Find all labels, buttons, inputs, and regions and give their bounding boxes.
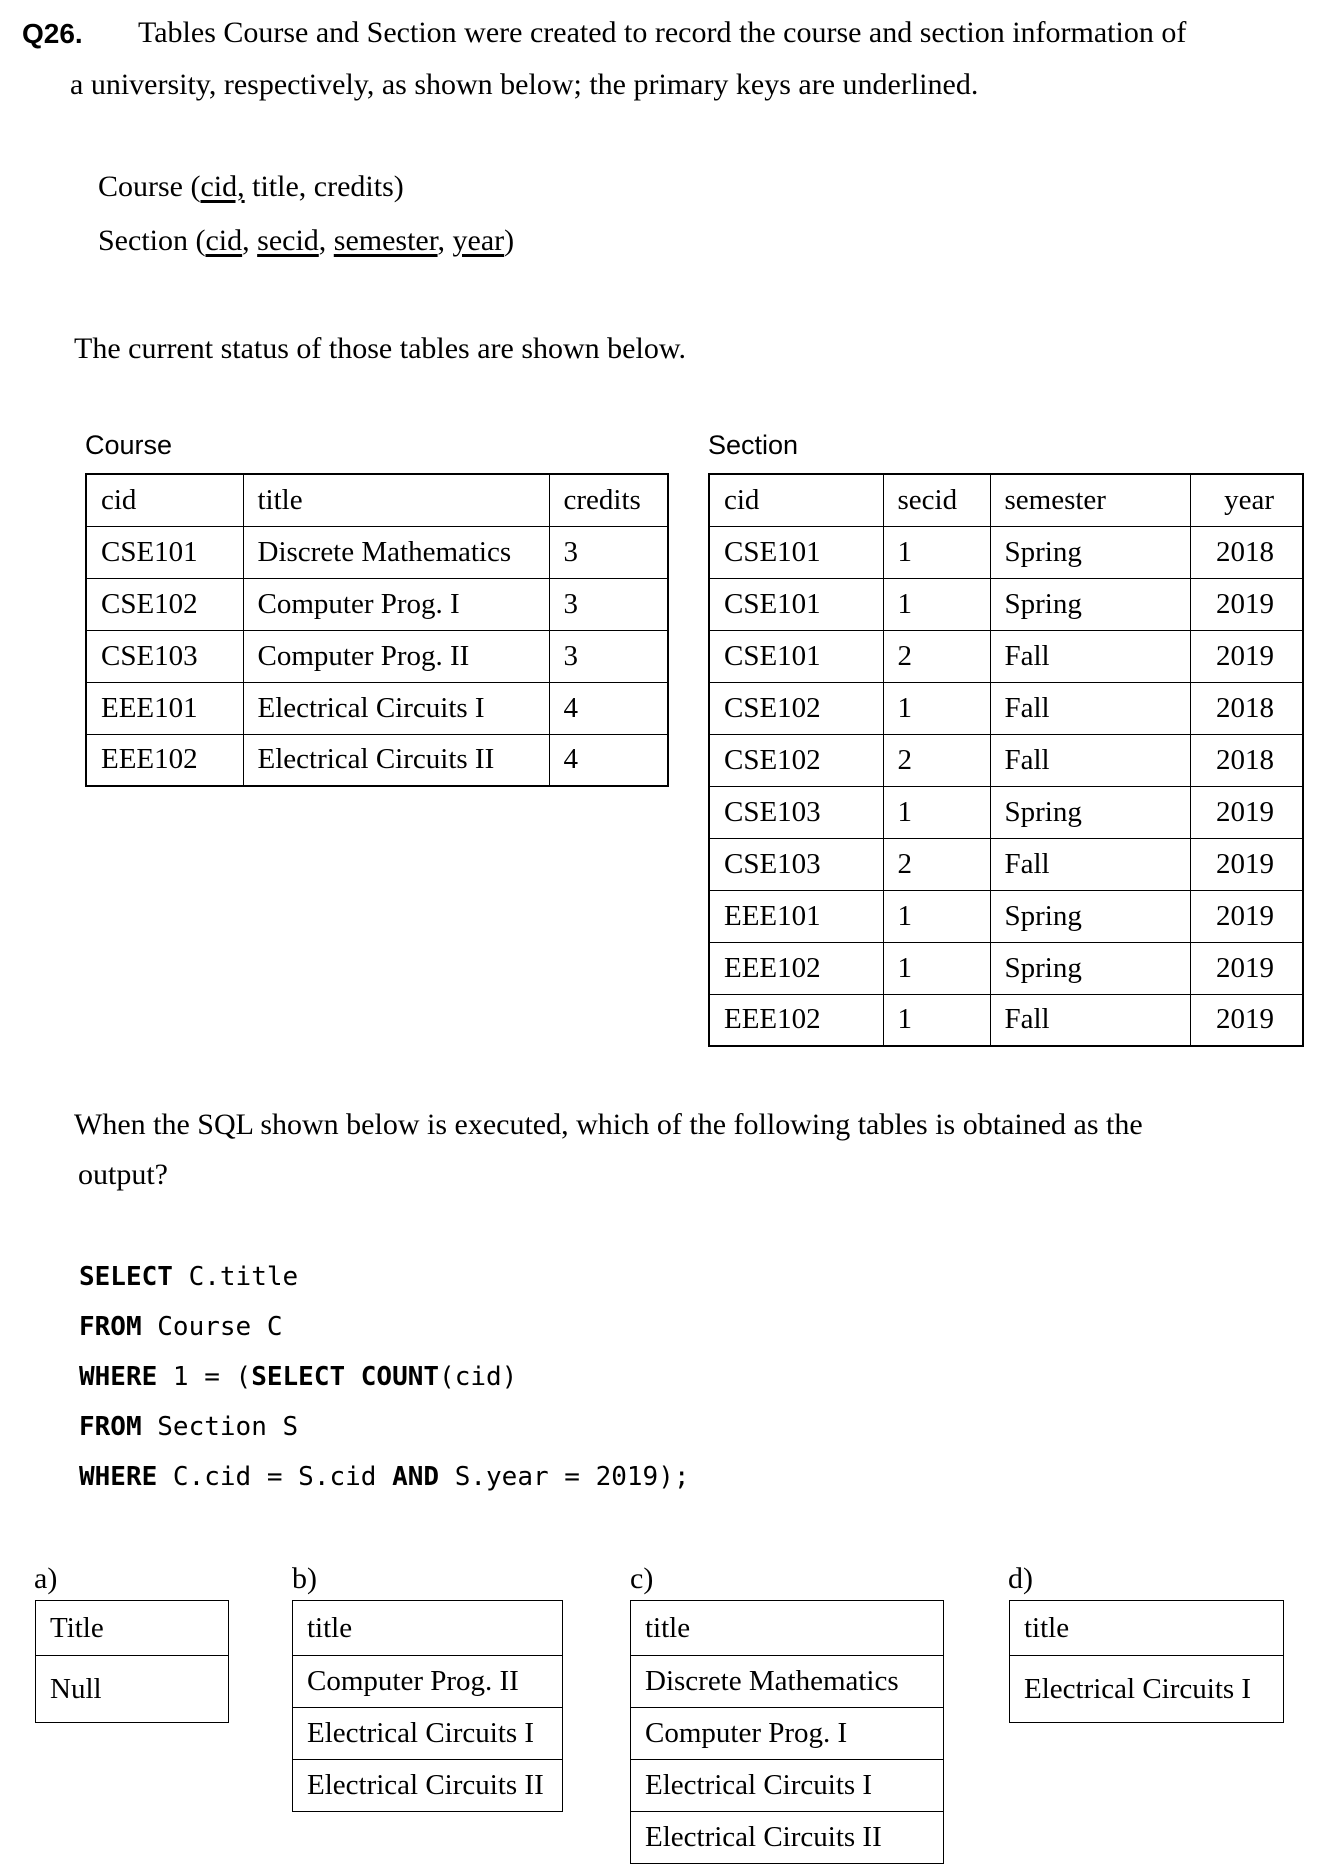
table-cell: 4 <box>549 682 668 734</box>
table-row <box>709 630 1303 682</box>
table-cell: 2019 <box>1190 786 1303 838</box>
question-number: Q26. <box>22 18 83 49</box>
table-cell: Fall <box>990 734 1190 786</box>
option-c-table[interactable] <box>630 1600 944 1864</box>
table-row <box>709 734 1303 786</box>
column-header: credits <box>549 474 668 526</box>
table-cell: Spring <box>990 526 1190 578</box>
table-cell: CSE103 <box>86 630 243 682</box>
table-cell: Discrete Mathematics <box>631 1656 944 1708</box>
table-cell: Electrical Circuits II <box>243 734 549 786</box>
sql-keyword: WHERE <box>79 1462 158 1492</box>
table-cell: Computer Prog. I <box>631 1708 944 1760</box>
schema-name: Section ( <box>98 224 206 257</box>
table-cell: Computer Prog. I <box>243 578 549 630</box>
separator: , <box>318 224 334 257</box>
table-row <box>709 578 1303 630</box>
sql-text: 1 = ( <box>157 1362 252 1392</box>
option-b-label[interactable]: b) <box>292 1562 317 1595</box>
sql-text: S.year = 2019); <box>439 1462 690 1492</box>
option-b-table[interactable] <box>292 1600 563 1812</box>
sql-text: C.cid = S.cid <box>157 1462 393 1492</box>
sql-text: Section S <box>141 1412 299 1442</box>
header-row <box>631 1601 944 1656</box>
table-cell: 2019 <box>1190 838 1303 890</box>
table-cell: 1 <box>883 994 990 1046</box>
column-header: title <box>1010 1601 1284 1656</box>
table-cell: 4 <box>549 734 668 786</box>
table-cell: 2019 <box>1190 890 1303 942</box>
header-row <box>86 474 668 526</box>
section-schema <box>98 226 514 256</box>
table-row <box>86 578 668 630</box>
table-cell: Electrical Circuits I <box>1010 1656 1284 1723</box>
primary-key: semester <box>333 224 438 257</box>
option-a-label[interactable]: a) <box>34 1562 58 1595</box>
separator: ) <box>504 224 515 257</box>
table-cell: 1 <box>883 890 990 942</box>
sql-line <box>79 1414 298 1440</box>
table-cell: 2019 <box>1190 578 1303 630</box>
table-cell: 1 <box>883 942 990 994</box>
sql-line <box>79 1464 690 1490</box>
table-cell: 3 <box>549 630 668 682</box>
intro-text-line1: Tables Course and Section were created to record the course and section information of <box>138 16 1187 49</box>
table-cell: 2 <box>883 838 990 890</box>
column-header: semester <box>990 474 1190 526</box>
table-cell: EEE102 <box>709 942 883 994</box>
table-cell: Spring <box>990 578 1190 630</box>
table-row <box>631 1708 944 1760</box>
table-row <box>709 994 1303 1046</box>
prompt-text-line2: output? <box>78 1158 168 1191</box>
sql-keyword: AND <box>392 1462 440 1492</box>
table-row <box>86 526 668 578</box>
table-cell: 2018 <box>1190 734 1303 786</box>
sql-keyword: FROM <box>79 1312 142 1342</box>
table-cell: 3 <box>549 526 668 578</box>
table-row <box>293 1656 563 1708</box>
table-cell: CSE101 <box>709 578 883 630</box>
table-cell: 1 <box>883 786 990 838</box>
table-row <box>86 734 668 786</box>
separator: , <box>242 224 258 257</box>
table-cell: EEE102 <box>86 734 243 786</box>
table-cell: CSE101 <box>709 526 883 578</box>
table-cell: CSE103 <box>709 786 883 838</box>
header-row <box>1010 1601 1284 1656</box>
table-cell: Electrical Circuits I <box>631 1760 944 1812</box>
sql-line <box>79 1264 298 1290</box>
course-table <box>85 473 669 787</box>
table-row <box>709 682 1303 734</box>
table-cell: Fall <box>990 838 1190 890</box>
table-cell: Electrical Circuits I <box>243 682 549 734</box>
sql-text: (cid) <box>439 1362 518 1392</box>
table-row <box>709 890 1303 942</box>
table-cell: 2018 <box>1190 682 1303 734</box>
table-cell: CSE102 <box>709 734 883 786</box>
sql-line <box>79 1364 517 1390</box>
column-header: title <box>243 474 549 526</box>
table-cell: CSE103 <box>709 838 883 890</box>
option-d-table[interactable] <box>1009 1600 1284 1723</box>
primary-key: secid <box>257 224 319 257</box>
table-row <box>86 682 668 734</box>
column-header: secid <box>883 474 990 526</box>
table-cell: Discrete Mathematics <box>243 526 549 578</box>
column-header: title <box>293 1601 563 1656</box>
header-row <box>709 474 1303 526</box>
sql-text: Course C <box>141 1312 283 1342</box>
table-cell: 2019 <box>1190 994 1303 1046</box>
table-cell: Computer Prog. II <box>293 1656 563 1708</box>
sql-line <box>79 1314 283 1340</box>
table-cell: 2 <box>883 630 990 682</box>
table-cell: Null <box>36 1656 229 1723</box>
header-row <box>36 1601 229 1656</box>
table-row <box>631 1760 944 1812</box>
table-row <box>709 942 1303 994</box>
primary-key: year <box>452 224 505 257</box>
table-cell: 2018 <box>1190 526 1303 578</box>
section-table-label: Section <box>708 430 799 460</box>
table-row <box>36 1656 229 1723</box>
table-cell: Electrical Circuits I <box>293 1708 563 1760</box>
table-cell: Fall <box>990 994 1190 1046</box>
table-cell: CSE102 <box>709 682 883 734</box>
intro-text-line2: a university, respectively, as shown below; the primary keys are underlined. <box>70 68 979 101</box>
table-cell: 1 <box>883 578 990 630</box>
column-header: cid <box>709 474 883 526</box>
sql-text: C.title <box>172 1262 299 1292</box>
table-cell: Spring <box>990 942 1190 994</box>
table-cell: CSE101 <box>86 526 243 578</box>
primary-key: cid <box>205 224 243 257</box>
schema-attributes: title, credits) <box>244 170 404 203</box>
column-header: title <box>631 1601 944 1656</box>
table-row <box>293 1708 563 1760</box>
table-cell: 3 <box>549 578 668 630</box>
table-cell: 1 <box>883 682 990 734</box>
table-row <box>293 1760 563 1812</box>
table-cell: 1 <box>883 526 990 578</box>
table-row <box>86 630 668 682</box>
option-c-label[interactable]: c) <box>630 1562 654 1595</box>
table-cell: 2019 <box>1190 942 1303 994</box>
table-row <box>1010 1656 1284 1723</box>
table-row <box>631 1812 944 1864</box>
table-cell: Electrical Circuits II <box>293 1760 563 1812</box>
option-a-table[interactable] <box>35 1600 229 1723</box>
option-d-label[interactable]: d) <box>1008 1562 1033 1595</box>
table-row <box>709 838 1303 890</box>
table-cell: Electrical Circuits II <box>631 1812 944 1864</box>
table-cell: EEE101 <box>86 682 243 734</box>
sql-keyword: SELECT <box>79 1262 173 1292</box>
table-cell: 2019 <box>1190 630 1303 682</box>
column-header: cid <box>86 474 243 526</box>
table-row <box>631 1656 944 1708</box>
prompt-text-line1: When the SQL shown below is executed, which of the following tables is obtained as the <box>74 1108 1143 1141</box>
table-cell: Spring <box>990 786 1190 838</box>
sql-keyword: SELECT COUNT <box>251 1362 440 1392</box>
table-cell: Spring <box>990 890 1190 942</box>
separator: , <box>437 224 453 257</box>
sql-keyword: WHERE <box>79 1362 158 1392</box>
schema-name: Course ( <box>98 170 201 203</box>
course-schema <box>98 172 404 202</box>
table-cell: CSE101 <box>709 630 883 682</box>
table-cell: Computer Prog. II <box>243 630 549 682</box>
primary-key: cid, <box>200 170 245 203</box>
table-cell: Fall <box>990 682 1190 734</box>
status-text: The current status of those tables are shown below. <box>74 332 687 365</box>
section-table <box>708 473 1304 1047</box>
table-row <box>709 526 1303 578</box>
sql-keyword: FROM <box>79 1412 142 1442</box>
table-row <box>709 786 1303 838</box>
course-table-label: Course <box>85 430 173 460</box>
table-cell: EEE102 <box>709 994 883 1046</box>
table-cell: 2 <box>883 734 990 786</box>
header-row <box>293 1601 563 1656</box>
table-cell: EEE101 <box>709 890 883 942</box>
column-header: year <box>1190 474 1303 526</box>
table-cell: CSE102 <box>86 578 243 630</box>
column-header: Title <box>36 1601 229 1656</box>
table-cell: Fall <box>990 630 1190 682</box>
